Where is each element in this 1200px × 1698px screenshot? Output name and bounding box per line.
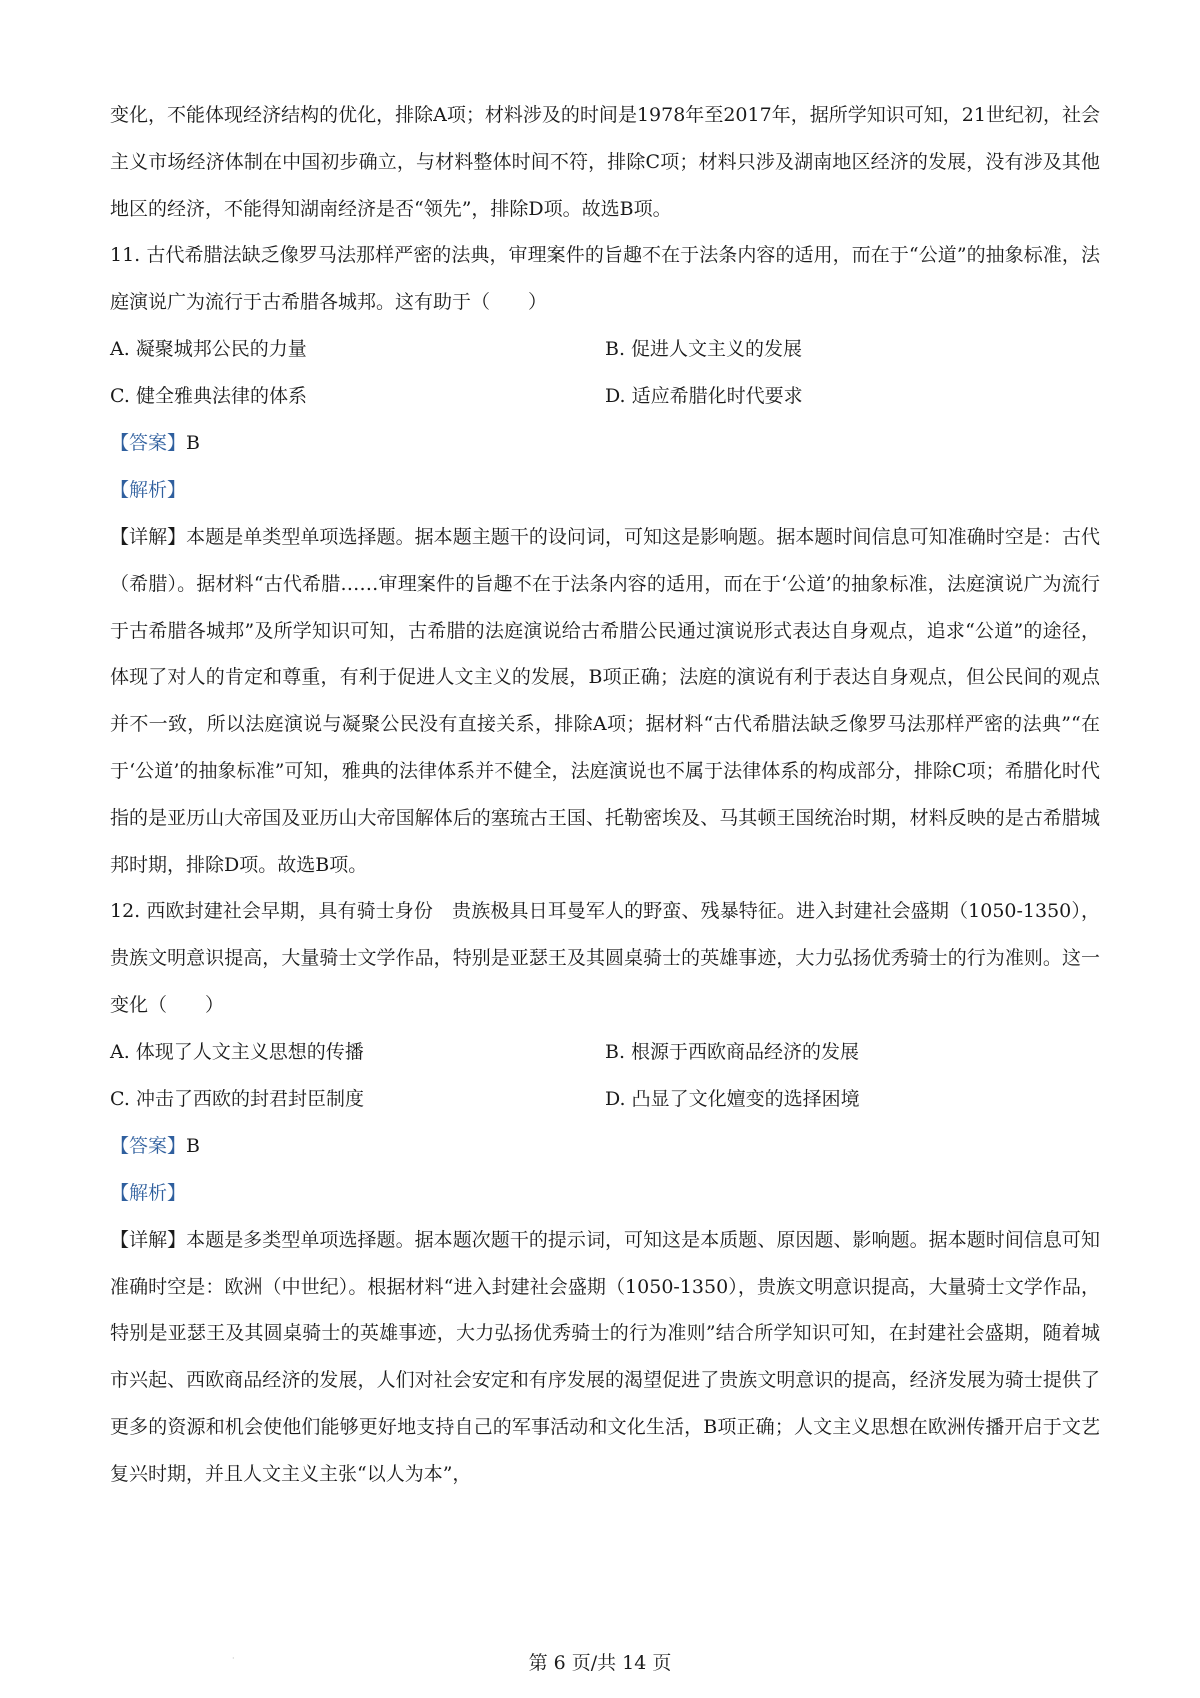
question-11-option-a: A. 凝聚城邦公民的力量 bbox=[110, 337, 307, 360]
question-11-answer bbox=[110, 420, 1100, 467]
question-11 bbox=[110, 232, 1100, 888]
analysis-tag: 【解析】 bbox=[110, 478, 187, 501]
question-12-stem: 12. 西欧封建社会早期，具有骑士身份 贵族极具日耳曼军人的野蛮、残暴特征。进入封建社会盛期（1050-1350），贵族文明意识提高，大量骑士文学作品，特别是亚瑟王及其圆桌骑士的英雄事迹，大力弘扬优秀骑士的行为准则。这一变化（ ） bbox=[110, 900, 1100, 1016]
question-11-option-d: D. 适应希腊化时代要求 bbox=[605, 384, 803, 407]
detail-tag: 【详解】 bbox=[110, 525, 187, 548]
previous-question-analysis-continuation: 变化，不能体现经济结构的优化，排除A项；材料涉及的时间是1978年至2017年，据所学知识可知，21世纪初，社会主义市场经济体制在中国初步确立，与材料整体时间不符，排除C项；材料只涉及湖南地区经济的发展，没有涉及其他地区的经济，不能得知湖南经济是否“领先”，排除D项。故选B项。 bbox=[110, 104, 1100, 220]
question-12-detail bbox=[110, 1217, 1100, 1498]
question-11-analysis-heading bbox=[110, 467, 1100, 514]
question-11-option-b: B. 促进人文主义的发展 bbox=[605, 337, 803, 360]
answer-value: B bbox=[186, 431, 200, 454]
answer-tag: 【答案】 bbox=[110, 1134, 187, 1157]
answer-value: B bbox=[186, 1134, 200, 1157]
question-11-options bbox=[110, 326, 1100, 420]
question-12-option-a: A. 体现了人文主义思想的传播 bbox=[110, 1040, 364, 1063]
footer-dot-mark: · bbox=[232, 1654, 235, 1663]
question-12-option-b: B. 根源于西欧商品经济的发展 bbox=[605, 1040, 860, 1063]
question-11-option-c: C. 健全雅典法律的体系 bbox=[110, 384, 307, 407]
question-12-options bbox=[110, 1029, 1100, 1123]
analysis-tag: 【解析】 bbox=[110, 1181, 187, 1204]
question-12-option-c: C. 冲击了西欧的封君封臣制度 bbox=[110, 1087, 364, 1110]
question-12 bbox=[110, 888, 1100, 1497]
question-12-option-d: D. 凸显了文化嬗变的选择困境 bbox=[605, 1087, 860, 1110]
question-12-answer bbox=[110, 1123, 1100, 1170]
question-11-stem: 11. 古代希腊法缺乏像罗马法那样严密的法典，审理案件的旨趣不在于法条内容的适用，而在于“公道”的抽象标准，法庭演说广为流行于古希腊各城邦。这有助于（ ） bbox=[110, 244, 1100, 314]
answer-tag: 【答案】 bbox=[110, 431, 187, 454]
detail-text: 本题是多类型单项选择题。据本题次题干的提示词，可知这是本质题、原因题、影响题。据本题时间信息可知准确时空是：欧洲（中世纪）。根据材料“进入封建社会盛期（1050-1350），贵族文明意识提高，大量骑士文学作品，特别是亚瑟王及其圆桌骑士的英雄事迹，大力弘扬优秀骑士的行为准则”结合所学知识可知，在封建社会盛期，随着城市兴起、西欧商品经济的发展，人们对社会安定和有序发展的渴望促进了贵族文明意识的提高，经济发展为骑士提供了更多的资源和机会使他们能够更好地支持自己的军事活动和文化生活，B项正确；人文主义思想在欧洲传播开启于文艺复兴时期，并且人文主义主张“以人为本”， bbox=[110, 1228, 1100, 1485]
document-page bbox=[110, 88, 1100, 1498]
detail-text: 本题是单类型单项选择题。据本题主题干的设问词，可知这是影响题。据本题时间信息可知准确时空是：古代（希腊）。据材料“古代希腊……审理案件的旨趣不在于法条内容的适用，而在于‘公道’的抽象标准，法庭演说广为流行于古希腊各城邦”及所学知识可知，古希腊的法庭演说给古希腊公民通过演说形式表达自身观点，追求“公道”的途径，体现了对人的肯定和尊重，有利于促进人文主义的发展，B项正确；法庭的演说有利于表达自身观点，但公民间的观点并不一致，所以法庭演说与凝聚公民没有直接关系，排除A项；据材料“古代希腊法缺乏像罗马法那样严密的法典”“在于‘公道’的抽象标准”可知，雅典的法律体系并不健全，法庭演说也不属于法律体系的构成部分，排除C项；希腊化时代指的是亚历山大帝国及亚历山大帝国解体后的塞琉古王国、托勒密埃及、马其顿王国统治时期，材料反映的是古希腊城邦时期，排除D项。故选B项。 bbox=[110, 525, 1100, 876]
page-footer: 第 6 页/共 14 页 bbox=[528, 1652, 672, 1674]
question-12-analysis-heading bbox=[110, 1170, 1100, 1217]
question-11-detail bbox=[110, 514, 1100, 888]
detail-tag: 【详解】 bbox=[110, 1228, 187, 1251]
